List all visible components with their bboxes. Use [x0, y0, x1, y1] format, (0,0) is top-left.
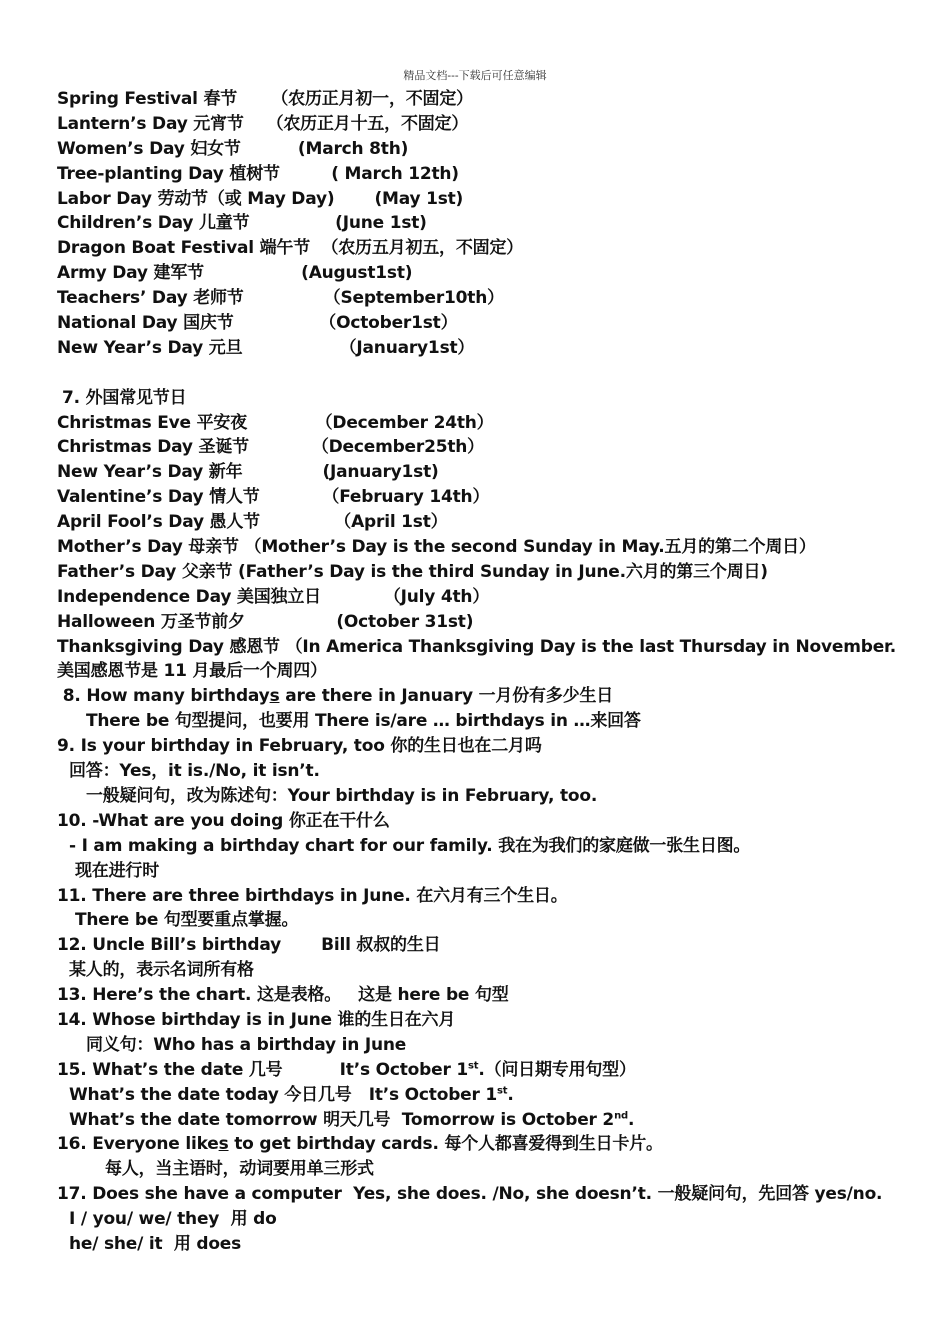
note-10-answer: - I am making a birthday chart for our family. 我在为我们的家庭做一张生日图。 [69, 835, 751, 856]
festival-line: New Year’s Day 元旦 （January1st） [57, 337, 475, 358]
document-body [57, 87, 917, 1257]
note-8-explanation: There be 句型提问，也要用 There is/are … birthdays in …来回答 [86, 711, 641, 732]
festival-line: Labor Day 劳动节（或 May Day) (May 1st) [57, 188, 464, 209]
note-9: 9. Is your birthday in February, too 你的生日也在二月吗 [57, 736, 542, 757]
note-15: 15. What’s the date 几号 It’s October 1st.（问日期专用句型） [57, 1059, 636, 1080]
note-16: 16. Everyone likes to get birthday cards. 每个人都喜爱得到生日卡片。 [57, 1134, 663, 1155]
festival-line: Christmas Eve 平安夜 （December 24th） [57, 412, 494, 433]
festival-line: Women’s Day 妇女节 (March 8th) [57, 138, 409, 159]
note-14-synonym: 同义句：Who has a birthday in June [86, 1034, 407, 1055]
note-9-explanation: 一般疑问句，改为陈述句：Your birthday is in February, too. [86, 785, 598, 806]
festival-line: Mother’s Day 母亲节 （Mother’s Day is the second Sunday in May.五月的第二个周日） [57, 537, 816, 558]
page-header: 精品文档---下载后可任意编辑 [403, 69, 547, 82]
note-12-explanation: 某人的，表示名词所有格 [69, 960, 254, 981]
festival-line: Independence Day 美国独立日 （July 4th） [57, 586, 490, 607]
festival-line: Dragon Boat Festival 端午节 （农历五月初五，不固定） [57, 238, 524, 259]
section-title: 7. 外国常见节日 [62, 387, 187, 408]
note-15-tomorrow: What’s the date tomorrow 明天几号 Tomorrow is October 2nd. [69, 1109, 635, 1130]
festival-line: National Day 国庆节 （October1st） [57, 313, 458, 334]
festival-line: Tree-planting Day 植树节 ( March 12th) [57, 163, 459, 184]
festival-line: Teachers’ Day 老师节 （September10th） [57, 288, 504, 309]
note-17-do: I / you/ we/ they 用 do [69, 1209, 277, 1230]
chinese-festival-list [57, 87, 917, 361]
grammar-notes [57, 684, 917, 1256]
festival-line: Valentine’s Day 情人节 （February 14th） [57, 487, 490, 508]
festival-line: Lantern’s Day 元宵节 （农历正月十五，不固定） [57, 113, 469, 134]
foreign-festival-list [57, 411, 917, 685]
note-10-explanation: 现在进行时 [75, 860, 159, 881]
festival-line: Children’s Day 儿童节 (June 1st) [57, 213, 427, 234]
festival-line: Father’s Day 父亲节 (Father’s Day is the third Sunday in June.六月的第三个周日) [57, 561, 768, 582]
note-11-explanation: There be 句型要重点掌握。 [75, 910, 299, 931]
festival-line: April Fool’s Day 愚人节 （April 1st） [57, 512, 448, 533]
festival-line: New Year’s Day 新年 (January1st) [57, 462, 439, 483]
festival-line: Army Day 建军节 (August1st) [57, 263, 413, 284]
note-8: 8. How many birthdays are there in January 一月份有多少生日 [57, 686, 614, 707]
note-14: 14. Whose birthday is in June 谁的生日在六月 [57, 1009, 456, 1030]
note-17: 17. Does she have a computer Yes, she does. /No, she doesn’t. 一般疑问句，先回答 yes/no. [57, 1184, 883, 1205]
festival-line: Christmas Day 圣诞节 （December25th） [57, 437, 484, 458]
spacer [57, 361, 917, 386]
festival-line: Thanksgiving Day 感恩节 （In America Thanksgiving Day is the last Thursday in November. [57, 636, 897, 657]
note-10: 10. -What are you doing 你正在干什么 [57, 810, 390, 831]
note-16-explanation: 每人，当主语时，动词要用单三形式 [105, 1159, 374, 1180]
note-13: 13. Here’s the chart. 这是表格。 这是 here be 句型 [57, 985, 509, 1006]
note-15-today: What’s the date today 今日几号 It’s October 1st. [69, 1084, 514, 1105]
festival-line: Halloween 万圣节前夕 (October 31st) [57, 611, 474, 632]
note-11: 11. There are three birthdays in June. 在六月有三个生日。 [57, 885, 568, 906]
festival-line: Spring Festival 春节 （农历正月初一，不固定） [57, 89, 473, 109]
festival-line: 美国感恩节是 11 月最后一个周四） [57, 661, 327, 682]
note-9-answer: 回答：Yes，it is./No, it isn’t. [69, 761, 320, 782]
note-17-does: he/ she/ it 用 does [69, 1233, 242, 1254]
note-12: 12. Uncle Bill’s birthday Bill 叔叔的生日 [57, 935, 441, 956]
